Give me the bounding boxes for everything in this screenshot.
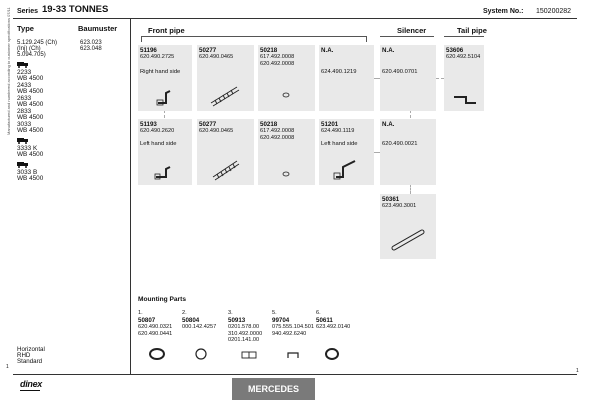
part-number: 50218 [260,121,278,128]
type-wb: WB 4500 [17,151,44,158]
dinex-logo-underline [20,390,40,391]
part-number: 51193 [140,121,157,128]
part-number: N.A. [321,47,334,54]
part-reference: 620.492.0008 [260,60,295,67]
mounting-index: 3. [228,310,233,316]
part-reference: 620.490.2620 [140,128,175,135]
part-reference: 620.490.0465 [199,54,234,61]
brand-name: MERCEDES [247,384,299,394]
part-number: 50804 [182,316,200,324]
part-reference: 0201.141.00 [228,337,260,344]
part-reference: 620.490.0441 [138,330,173,337]
part-card[interactable] [258,119,315,185]
truck-icon [17,61,29,68]
type-wb: WB 4500 [17,175,44,182]
front-pipe-bracket-left [141,36,142,42]
mounting-card[interactable] [272,306,314,362]
mounting-index: 6. [316,310,321,316]
tail-pipe-heading: Tail pipe [457,26,487,35]
engine-line-3: 5.094.705) [17,52,46,58]
tail-pipe-bracket-top [444,36,484,37]
type-name: 3333 K [17,145,38,152]
part-card[interactable] [197,45,254,111]
part-card[interactable] [197,119,254,185]
truck-icon [17,137,29,144]
connector-line [436,78,444,79]
part-number: 50807 [138,316,156,324]
config-horizontal: Horizontal [17,346,45,353]
part-reference: 310.492.0000 [228,330,263,337]
front-pipe-drawing [154,165,174,181]
front-pipe-drawing [333,157,359,181]
part-card[interactable] [380,119,436,185]
mounting-index: 1. [138,310,143,316]
dinex-logo: dinex [20,379,43,389]
front-pipe-heading: Front pipe [148,26,185,35]
type-name: 2633 [17,95,32,102]
part-number: 51201 [321,121,339,128]
engine-line-1: 5.129.245 (Ch) [17,40,58,46]
part-reference: 620.490.0321 [138,323,173,330]
part-reference: 075.555.104.501 [272,323,314,330]
type-wb: WB 4500 [17,88,44,95]
clamp-ring-icon [148,347,166,361]
part-card[interactable] [319,45,374,111]
part-reference: 620.490.0701 [382,69,418,75]
part-number: 50361 [382,196,400,203]
part-reference: 620.490.2725 [140,54,175,61]
part-reference: 623.490.3001 [382,203,417,210]
part-number: 50611 [316,316,333,324]
part-number: 51196 [140,47,157,54]
engine-line-2: (Inj) (Ch) [17,46,41,52]
left-divider [130,18,131,374]
mounting-card[interactable] [182,306,224,362]
part-side-label: Left hand side [321,141,358,147]
type-name: 3033 [17,121,32,128]
silencer-heading: Silencer [397,26,427,35]
part-number: 53606 [446,47,464,54]
part-reference: 0201.578.00 [228,323,260,330]
part-card[interactable] [138,45,192,111]
connector-line [410,110,411,118]
mounting-index: 5. [272,310,277,316]
part-number: 50913 [228,316,246,324]
part-card[interactable] [380,194,436,259]
front-pipe-bracket-right [366,36,367,42]
part-reference: 617.492.0008 [260,54,295,61]
part-reference: 620.492.0008 [260,134,295,141]
part-side-label: Right hand side [140,69,181,75]
part-number: 99704 [272,316,290,324]
page-left-number: 1 [6,364,9,370]
footer-rule [13,374,577,375]
mounting-index: 2. [182,310,187,316]
flex-pipe-drawing [209,157,241,181]
part-reference: 624.490.1219 [321,69,357,75]
part-reference: 620.490.0465 [199,128,234,135]
system-label: System No.: [483,8,524,15]
baumuster-value-2: 623.048 [80,46,102,52]
baumuster-label: Baumuster [78,24,118,33]
part-side-label: Left hand side [140,141,177,147]
clamp-drawing [282,171,290,177]
config-rhd: RHD [17,352,31,359]
part-number: 50277 [199,47,217,54]
type-name: 2233 [17,69,32,76]
part-number: 50218 [260,47,278,54]
baumuster-value-1: 623.023 [80,40,102,46]
part-card[interactable] [258,45,315,111]
page-right-number: 1 [576,368,579,374]
config-standard: Standard [17,358,43,365]
part-reference: 940.492.6240 [272,330,307,337]
part-number: N.A. [382,47,395,54]
type-name: 3033 B [17,169,38,176]
bracket-icon [286,350,300,360]
type-wb: WB 4500 [17,127,44,134]
part-reference: 620.490.0021 [382,141,418,147]
part-reference: 000.142.4257 [182,323,217,330]
system-value: 150200282 [536,8,572,15]
silencer-bracket-top [380,36,434,37]
mounting-parts-title: Mounting Parts [138,296,186,303]
part-reference: 620.492.5104 [446,54,481,61]
part-reference: 623.492.0140 [316,323,351,330]
flex-pipe-drawing [207,83,241,107]
type-name: 2433 [17,82,32,89]
front-pipe-drawing [156,89,176,107]
type-label: Type [17,24,34,33]
type-name: 2833 [17,108,32,115]
part-card[interactable] [380,45,436,111]
clamp-drawing [282,92,290,98]
part-card[interactable] [444,45,484,111]
connector-line [410,184,411,194]
type-wb: WB 4500 [17,114,44,121]
gasket-ring-icon [194,347,208,361]
type-wb: WB 4500 [17,101,44,108]
part-number: N.A. [382,121,395,128]
part-card[interactable] [138,119,192,185]
part-reference: 617.492.0008 [260,128,295,135]
part-card[interactable] [319,119,374,185]
mounting-card[interactable] [316,306,358,362]
mounting-card[interactable] [138,306,180,362]
bolt-set-icon [240,350,258,360]
part-number: 50277 [199,121,217,128]
series-value: 19-33 TONNES [42,4,109,15]
mounting-card[interactable] [228,306,270,362]
truck-icon [17,161,29,168]
header-rule [13,18,577,19]
vertical-note: Manufactured and numbered according to customer specifications 07/11 [6,7,11,135]
part-reference: 624.490.1119 [321,128,355,135]
tail-pipe-drawing [452,93,478,107]
clamp-ring-icon [324,347,340,361]
connector-line [164,110,165,118]
silencer-drawing [390,226,428,252]
type-wb: WB 4500 [17,75,44,82]
front-pipe-bracket-top [141,36,367,37]
series-label: Series [17,8,39,15]
